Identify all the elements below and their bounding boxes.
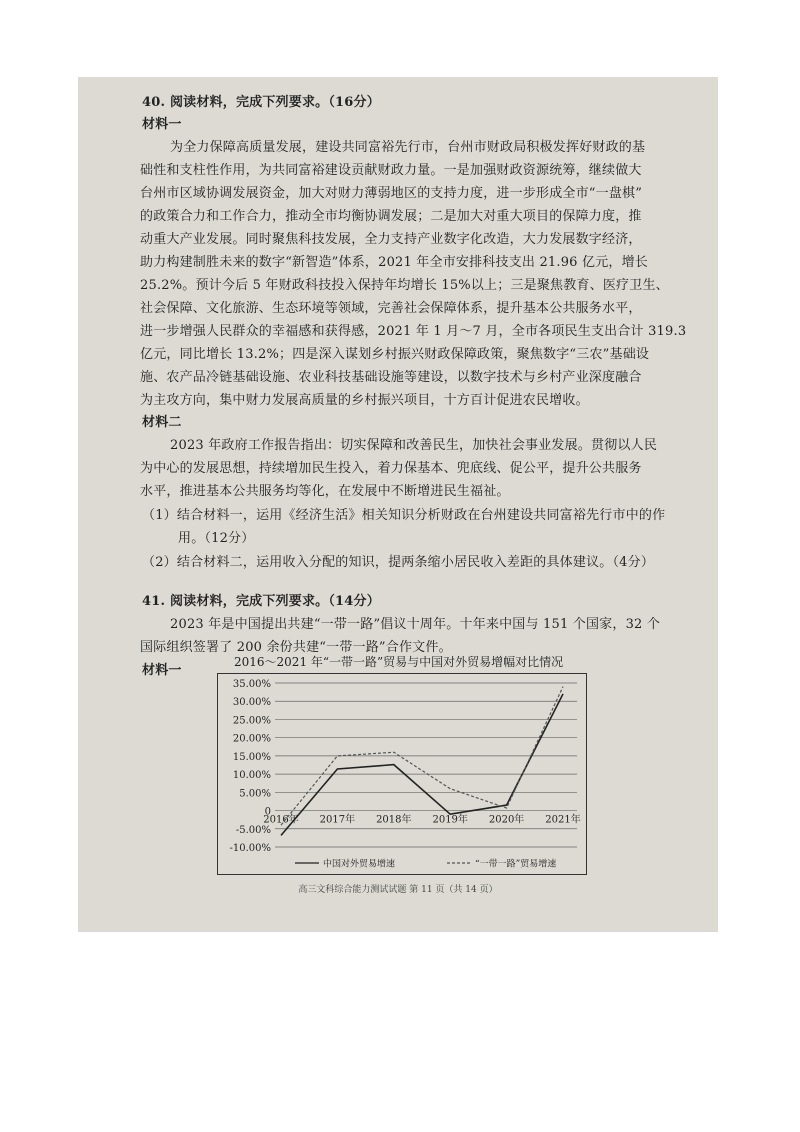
q41-heading: 41. 阅读材料，完成下列要求。（14分） [142, 594, 380, 609]
q40-question-2: （2）结合材料二，运用收入分配的知识，提两条缩小居民收入差距的具体建议。（4分） [142, 555, 655, 570]
y-tick-label: -5.00% [235, 824, 271, 836]
m2-line: 水平，推进基本公共服务均等化，在发展中不断增进民生福祉。 [140, 484, 510, 499]
m1-line: 台州市区域协调发展资金，加大对财力薄弱地区的支持力度，进一步形成全市“一盘棋” [140, 186, 643, 201]
m1-line: 助力构建制胜未来的数字“新智造”体系，2021 年全市安排科技支出 21.96 亿元，增长 [140, 255, 648, 270]
q40-question-1: （1）结合材料一，运用《经济生活》相关知识分析财政在台州建设共同富裕先行市中的作 [142, 508, 666, 523]
m1-line: 为全力保障高质量发展，建设共同富裕先行市，台州市财政局积极发挥好财政的基 [170, 140, 646, 155]
legend-label: “一带一路”贸易增速 [475, 859, 557, 870]
q41-material1-label: 材料一 [142, 663, 182, 678]
y-tick-label: 0 [264, 806, 271, 818]
q40-material1-label: 材料一 [142, 117, 182, 132]
exam-page [78, 77, 718, 932]
x-tick-label: 2018年 [376, 814, 412, 826]
m1-line: 亿元，同比增长 13.2%；四是深入谋划乡村振兴财政保障政策，聚焦数字“三农”基础设 [140, 347, 650, 362]
q40-heading: 40. 阅读材料，完成下列要求。（16分） [142, 95, 380, 110]
y-tick-label: 35.00% [232, 679, 271, 690]
q40-question-1-cont: 用。（12分） [178, 531, 255, 546]
series-lines [281, 687, 563, 836]
x-tick-label: 2017年 [319, 814, 356, 826]
m1-line: 础性和支柱性作用，为共同富裕建设贡献财政力量。一是加强财政资源统筹，继续做大 [140, 163, 642, 178]
y-tick-labels [229, 679, 271, 854]
legend [295, 858, 556, 870]
m2-line: 2023 年政府工作报告指出：切实保障和改善民生，加快社会事业发展。贯彻以人民 [170, 438, 658, 453]
chart-title: 2016～2021 年“一带一路”贸易与中国对外贸易增幅对比情况 [234, 655, 564, 669]
y-tick-label: 5.00% [239, 788, 271, 800]
x-tick-labels [263, 813, 580, 826]
m1-line: 社会保障、文化旅游、生态环境等领域，完善社会保障体系，提升基本公共服务水平， [140, 301, 642, 316]
x-tick-label: 2021年 [545, 814, 581, 826]
m2-line: 为中心的发展思想，持续增加民生投入，着力保基本、兜底线、促公平，提升公共服务 [140, 461, 642, 476]
m1-line: 进一步增强人民群众的幸福感和获得感，2021 年 1 月～7 月，全市各项民生支出合计 319.3 [140, 324, 687, 339]
m1-line: 25.2%。预计今后 5 年财政科技投入保持年均增长 15%以上；三是聚焦教育、医疗卫生、 [140, 278, 669, 293]
x-tick-label: 2020年 [488, 814, 525, 826]
q40-material2-label: 材料二 [142, 415, 182, 430]
y-tick-label: 10.00% [232, 770, 271, 782]
x-tick-label: 2016年 [263, 814, 299, 826]
y-tick-label: -10.00% [229, 843, 271, 854]
q41-intro-line: 2023 年是中国提出共建“一带一路”倡议十周年。十年来中国与 151 个国家，32 个 [170, 617, 661, 632]
m1-line: 的政策合力和工作合力，推动全市均衡协调发展；二是加大对重大项目的保障力度，推 [140, 209, 642, 224]
m1-line: 为主攻方向，集中财力发展高质量的乡村振兴项目，十方百计促进农民增收。 [140, 393, 589, 408]
line-chart [217, 673, 587, 875]
y-tick-label: 30.00% [232, 697, 271, 709]
y-tick-label: 15.00% [232, 751, 271, 763]
x-tick-label: 2019年 [432, 814, 468, 826]
legend-label: 中国对外贸易增速 [323, 859, 396, 870]
y-tick-label: 20.00% [232, 733, 271, 745]
y-tick-label: 25.00% [232, 715, 271, 727]
q41-intro-line: 国际组织签署了 200 余份共建“一带一路”合作文件。 [140, 640, 452, 655]
page-footer: 高三文科综合能力测试试题 第 11 页（共 14 页） [298, 885, 498, 895]
m1-line: 施、农产品冷链基础设施、农业科技基础设施等建设，以数字技术与乡村产业深度融合 [140, 370, 642, 385]
m1-line: 动重大产业发展。同时聚焦科技发展，全力支持产业数字化改造，大力发展数字经济， [140, 232, 642, 247]
